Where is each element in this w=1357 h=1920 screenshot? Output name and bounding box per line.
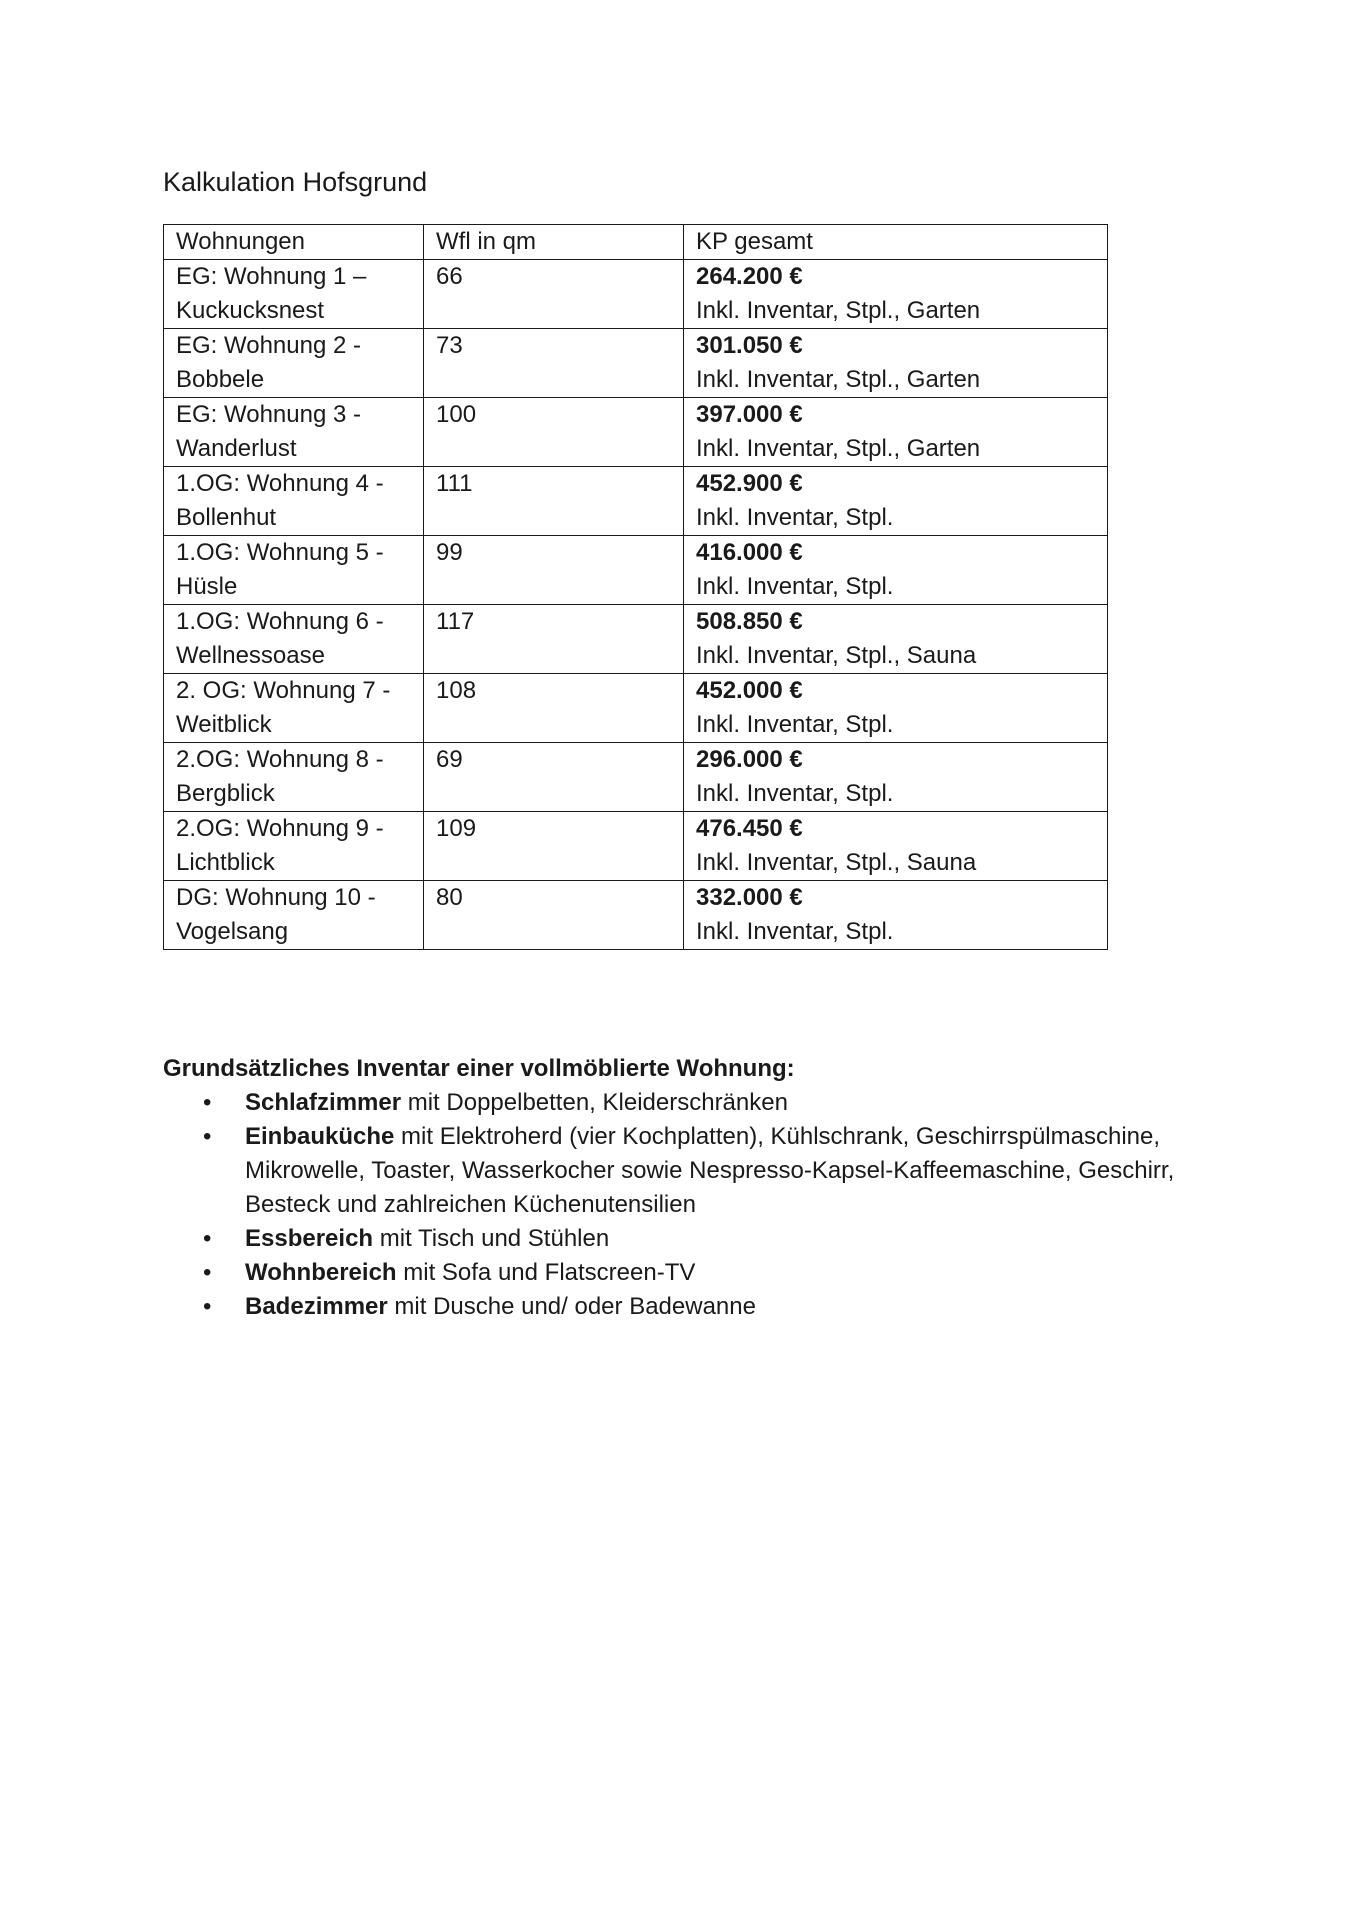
inventory-item-text: mit Elektroherd (vier Kochplatten), Kühlschrank, Geschirrspülmaschine, Mikrowelle, Toaster, Wasserkocher sowie Nespresso-Kapsel-Kaffeemaschine, Geschirr, Besteck und zahlreichen Küchenutensilien — [245, 1123, 1175, 1218]
apartment-name-cell: 1.OG: Wohnung 4 - Bollenhut — [164, 467, 424, 536]
column-header-area: Wfl in qm — [424, 225, 684, 260]
list-item — [245, 1290, 1205, 1324]
list-item — [245, 1222, 1205, 1256]
inventory-item-text: mit Sofa und Flatscreen-TV — [396, 1259, 696, 1286]
inventory-item-text: mit Dusche und/ oder Badewanne — [387, 1293, 756, 1320]
apartment-price-cell — [684, 467, 1108, 536]
list-item — [245, 1120, 1205, 1222]
apartment-area-cell: 99 — [424, 536, 684, 605]
price-value: 397.000 € — [696, 401, 803, 428]
inventory-item-term: Einbauküche — [245, 1123, 395, 1150]
inventory-item-term: Schlafzimmer — [245, 1089, 402, 1116]
list-item — [245, 1086, 1205, 1120]
apartment-price-cell — [684, 674, 1108, 743]
table-body — [164, 260, 1108, 950]
price-inclusions: Inkl. Inventar, Stpl. — [696, 573, 894, 600]
apartment-name-cell: 1.OG: Wohnung 6 - Wellnessoase — [164, 605, 424, 674]
price-inclusions: Inkl. Inventar, Stpl. — [696, 711, 894, 738]
apartment-price-cell — [684, 536, 1108, 605]
price-value: 296.000 € — [696, 746, 803, 773]
apartment-area-cell: 100 — [424, 398, 684, 467]
price-value: 452.000 € — [696, 677, 803, 704]
apartment-price-cell — [684, 329, 1108, 398]
price-inclusions: Inkl. Inventar, Stpl. — [696, 504, 894, 531]
table-row — [164, 605, 1108, 674]
table-row — [164, 536, 1108, 605]
table-row — [164, 881, 1108, 950]
table-row — [164, 812, 1108, 881]
inventory-item-text: mit Tisch und Stühlen — [373, 1225, 610, 1252]
table-row — [164, 260, 1108, 329]
inventory-item-text: mit Doppelbetten, Kleiderschränken — [401, 1089, 788, 1116]
price-value: 508.850 € — [696, 608, 803, 635]
apartment-area-cell: 108 — [424, 674, 684, 743]
column-header-apartments: Wohnungen — [164, 225, 424, 260]
price-inclusions: Inkl. Inventar, Stpl. — [696, 780, 894, 807]
price-inclusions: Inkl. Inventar, Stpl. — [696, 918, 894, 945]
document-title: Kalkulation Hofsgrund — [163, 167, 428, 197]
table-row — [164, 398, 1108, 467]
table-row — [164, 467, 1108, 536]
apartment-area-cell: 73 — [424, 329, 684, 398]
price-value: 332.000 € — [696, 884, 803, 911]
apartment-price-cell — [684, 605, 1108, 674]
price-value: 452.900 € — [696, 470, 803, 497]
apartment-area-cell: 69 — [424, 743, 684, 812]
apartment-area-cell: 66 — [424, 260, 684, 329]
price-inclusions: Inkl. Inventar, Stpl., Sauna — [696, 849, 977, 876]
apartment-price-cell — [684, 743, 1108, 812]
apartment-area-cell: 109 — [424, 812, 684, 881]
apartment-name-cell: EG: Wohnung 1 – Kuckucksnest — [164, 260, 424, 329]
inventory-heading: Grundsätzliches Inventar einer vollmöblierte Wohnung: — [163, 1055, 795, 1082]
document-page — [163, 164, 1223, 1324]
apartment-price-cell — [684, 260, 1108, 329]
apartment-area-cell: 80 — [424, 881, 684, 950]
apartment-name-cell: DG: Wohnung 10 - Vogelsang — [164, 881, 424, 950]
apartment-area-cell: 111 — [424, 467, 684, 536]
table-row — [164, 329, 1108, 398]
table-row — [164, 674, 1108, 743]
inventory-item-term: Essbereich — [245, 1225, 374, 1252]
inventory-section — [163, 1052, 1223, 1324]
apartment-name-cell: 2.OG: Wohnung 8 - Bergblick — [164, 743, 424, 812]
apartment-price-cell — [684, 881, 1108, 950]
list-item — [245, 1256, 1205, 1290]
table-row — [164, 743, 1108, 812]
table-header-row — [164, 225, 1108, 260]
price-value: 476.450 € — [696, 815, 803, 842]
price-inclusions: Inkl. Inventar, Stpl., Sauna — [696, 642, 977, 669]
price-inclusions: Inkl. Inventar, Stpl., Garten — [696, 366, 981, 393]
inventory-item-term: Wohnbereich — [245, 1259, 397, 1286]
price-value: 301.050 € — [696, 332, 803, 359]
apartment-name-cell: EG: Wohnung 2 - Bobbele — [164, 329, 424, 398]
apartment-area-cell: 117 — [424, 605, 684, 674]
apartment-price-table — [163, 224, 1108, 950]
inventory-item-term: Badezimmer — [245, 1293, 388, 1320]
price-value: 264.200 € — [696, 263, 803, 290]
apartment-price-cell — [684, 398, 1108, 467]
price-inclusions: Inkl. Inventar, Stpl., Garten — [696, 297, 981, 324]
price-value: 416.000 € — [696, 539, 803, 566]
apartment-name-cell: 2. OG: Wohnung 7 - Weitblick — [164, 674, 424, 743]
apartment-name-cell: 2.OG: Wohnung 9 - Lichtblick — [164, 812, 424, 881]
apartment-price-cell — [684, 812, 1108, 881]
apartment-name-cell: EG: Wohnung 3 - Wanderlust — [164, 398, 424, 467]
inventory-list — [163, 1086, 1223, 1324]
apartment-name-cell: 1.OG: Wohnung 5 - Hüsle — [164, 536, 424, 605]
price-inclusions: Inkl. Inventar, Stpl., Garten — [696, 435, 981, 462]
column-header-price: KP gesamt — [684, 225, 1108, 260]
